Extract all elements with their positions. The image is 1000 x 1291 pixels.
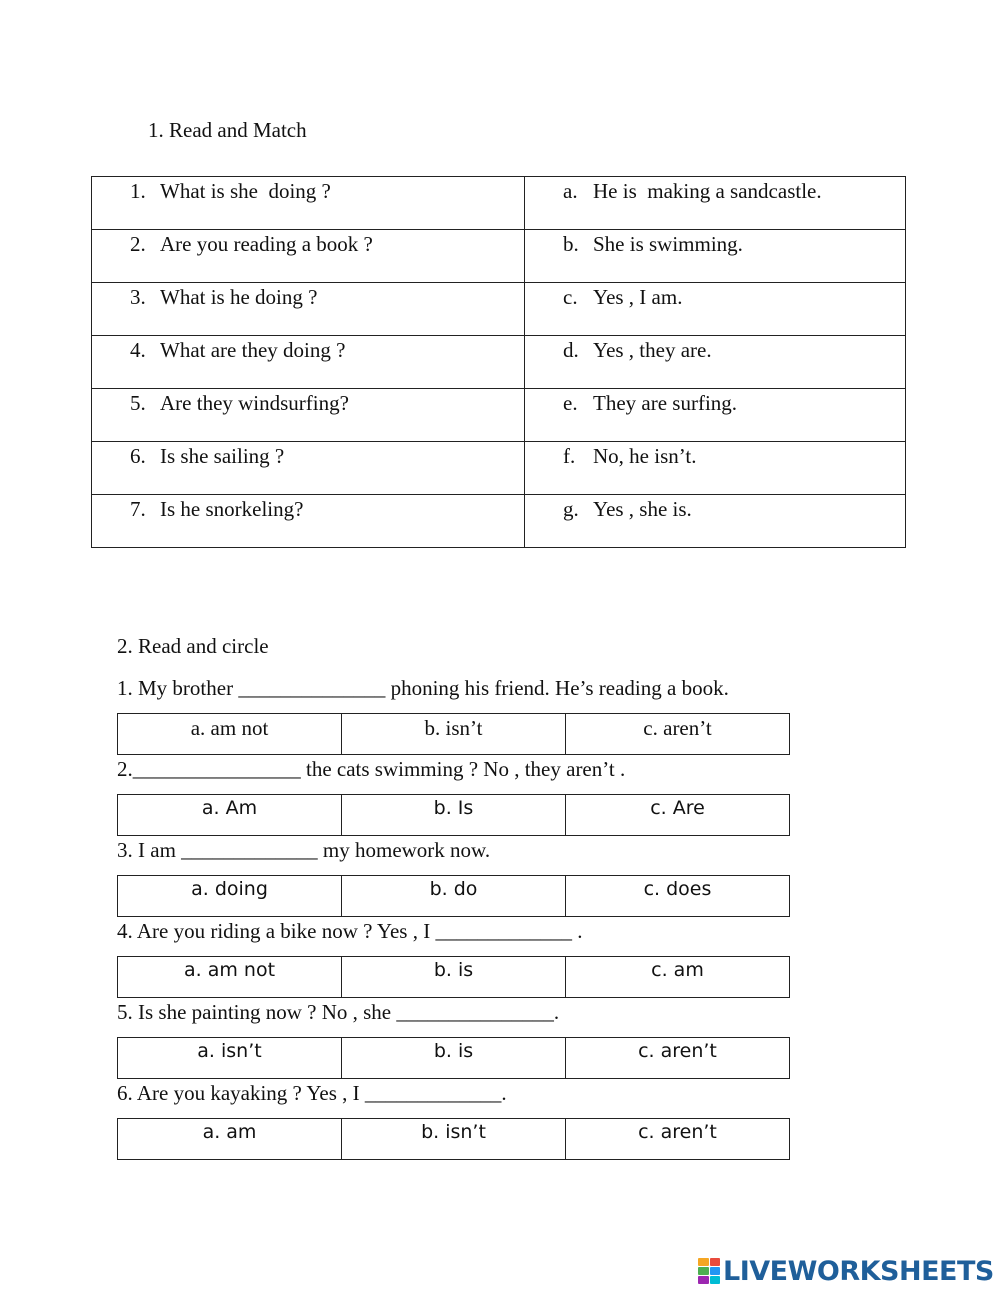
option-label: a. isn’t <box>197 1040 262 1062</box>
circle-sentence: 6. Are you kayaking ? Yes , I _____________. <box>117 1081 507 1105</box>
options-table <box>117 794 790 836</box>
options-table <box>117 875 790 917</box>
match-row <box>92 442 906 495</box>
option-cell[interactable] <box>342 795 566 836</box>
option-label: b. is <box>433 1040 474 1062</box>
answer-text: Yes , they are. <box>593 338 712 362</box>
options-row <box>118 1119 790 1160</box>
option-cell[interactable] <box>118 714 342 755</box>
option-label: a. am not <box>183 959 276 981</box>
answer-text: Yes , I am. <box>593 285 683 309</box>
answer-letter: e. <box>563 391 578 415</box>
question-number: 3. <box>130 285 146 309</box>
liveworksheets-logo <box>698 1255 994 1287</box>
answer-letter: g. <box>563 497 579 521</box>
question-cell <box>92 230 525 283</box>
circle-sentence: 3. I am _____________ my homework now. <box>117 838 491 862</box>
answer-text: Yes , she is. <box>593 497 692 521</box>
answer-cell <box>525 230 906 283</box>
question-cell <box>92 495 525 548</box>
option-label: c. aren’t <box>638 1121 717 1143</box>
option-label: b. Is <box>433 797 474 819</box>
option-cell[interactable] <box>118 1038 342 1079</box>
match-row <box>92 336 906 389</box>
option-cell[interactable] <box>118 957 342 998</box>
match-row <box>92 230 906 283</box>
answer-letter: b. <box>563 232 579 256</box>
options-row <box>118 1038 790 1079</box>
match-row <box>92 495 906 548</box>
option-cell[interactable] <box>566 876 790 917</box>
option-cell[interactable] <box>342 876 566 917</box>
options-table <box>117 1118 790 1160</box>
options-row <box>118 795 790 836</box>
options-table <box>117 713 790 755</box>
option-cell[interactable] <box>566 1119 790 1160</box>
match-row <box>92 283 906 336</box>
option-label: c. does <box>643 878 712 900</box>
circle-sentence: 5. Is she painting now ? No , she _______________. <box>117 1000 560 1024</box>
option-label: b. do <box>429 878 478 900</box>
option-label: a. Am <box>201 797 258 819</box>
option-label: b. is <box>433 959 474 981</box>
options-table <box>117 1037 790 1079</box>
option-label: b. isn’t <box>421 1121 486 1143</box>
option-label: b. isn’t <box>424 716 483 740</box>
question-cell <box>92 177 525 230</box>
option-cell[interactable] <box>342 1038 566 1079</box>
question-text: Is he snorkeling? <box>160 497 304 521</box>
question-number: 6. <box>130 444 146 468</box>
question-number: 7. <box>130 497 146 521</box>
answer-letter: d. <box>563 338 579 362</box>
question-number: 2. <box>130 232 146 256</box>
option-label: a. am not <box>190 716 269 740</box>
options-row <box>118 876 790 917</box>
answer-cell <box>525 442 906 495</box>
match-row <box>92 177 906 230</box>
options-row <box>118 957 790 998</box>
question-cell <box>92 442 525 495</box>
answer-cell <box>525 495 906 548</box>
section2-title: 2. Read and circle <box>117 634 269 658</box>
question-text: Is she sailing ? <box>160 444 285 468</box>
circle-sentence: 2.________________ the cats swimming ? No , they aren’t . <box>117 757 626 781</box>
question-cell <box>92 389 525 442</box>
answer-cell <box>525 389 906 442</box>
option-cell[interactable] <box>118 876 342 917</box>
option-cell[interactable] <box>566 714 790 755</box>
question-cell <box>92 336 525 389</box>
question-text: What is he doing ? <box>160 285 318 309</box>
circle-sentence: 4. Are you riding a bike now ? Yes , I _____________ . <box>117 919 583 943</box>
option-label: a. am <box>202 1121 257 1143</box>
answer-text: He is making a sandcastle. <box>593 179 822 203</box>
logo-mark-icon <box>698 1258 720 1284</box>
option-cell[interactable] <box>118 795 342 836</box>
answer-cell <box>525 177 906 230</box>
option-label: a. doing <box>191 878 268 900</box>
option-label: c. aren’t <box>643 716 712 740</box>
option-cell[interactable] <box>118 1119 342 1160</box>
answer-text: No, he isn’t. <box>593 444 697 468</box>
question-number: 1. <box>130 179 146 203</box>
option-label: c. am <box>651 959 704 981</box>
options-row <box>118 714 790 755</box>
option-cell[interactable] <box>342 957 566 998</box>
answer-letter: a. <box>563 179 578 203</box>
match-table <box>91 176 906 548</box>
option-cell[interactable] <box>566 795 790 836</box>
section1-title: 1. Read and Match <box>148 118 307 142</box>
option-cell[interactable] <box>342 714 566 755</box>
answer-letter: c. <box>563 285 578 309</box>
option-label: c. aren’t <box>638 1040 717 1062</box>
match-row <box>92 389 906 442</box>
question-number: 4. <box>130 338 146 362</box>
option-cell[interactable] <box>342 1119 566 1160</box>
answer-cell <box>525 336 906 389</box>
question-text: What are they doing ? <box>160 338 346 362</box>
circle-sentence: 1. My brother ______________ phoning his friend. He’s reading a book. <box>117 676 729 700</box>
answer-text: They are surfing. <box>593 391 738 415</box>
question-cell <box>92 283 525 336</box>
options-table <box>117 956 790 998</box>
answer-cell <box>525 283 906 336</box>
answer-text: She is swimming. <box>593 232 743 256</box>
option-cell[interactable] <box>566 957 790 998</box>
question-text: What is she doing ? <box>160 179 331 203</box>
question-text: Are they windsurfing? <box>160 391 349 415</box>
option-label: c. Are <box>650 797 705 819</box>
answer-letter: f. <box>563 444 576 468</box>
logo-text: LIVEWORKSHEETS <box>723 1255 994 1287</box>
option-cell[interactable] <box>566 1038 790 1079</box>
question-number: 5. <box>130 391 146 415</box>
question-text: Are you reading a book ? <box>160 232 373 256</box>
